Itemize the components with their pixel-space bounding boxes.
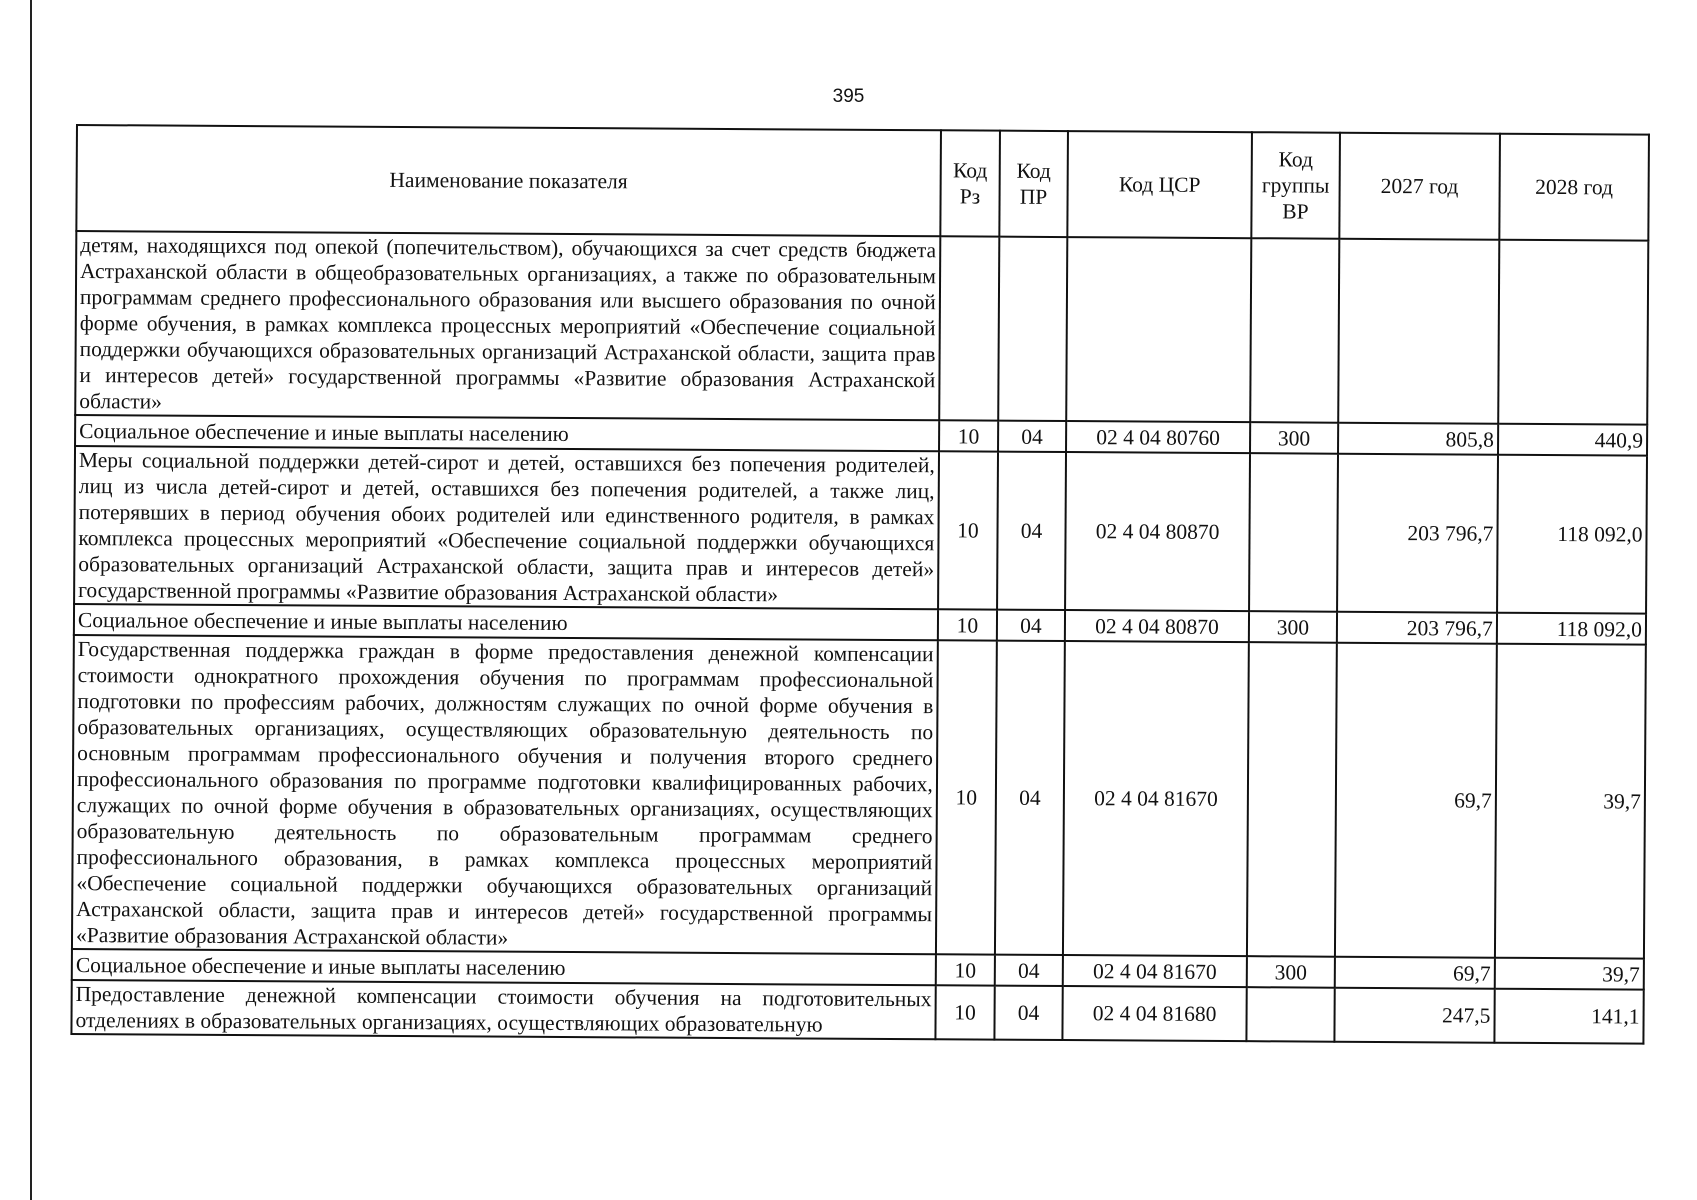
row-2028: 141,1 [1494,989,1643,1044]
row-rz: 10 [938,609,997,640]
row-csr: 02 4 04 81670 [1063,641,1249,956]
row-2028: 118 092,0 [1497,455,1647,614]
row-2027: 203 796,7 [1337,454,1498,613]
row-csr: 02 4 04 80870 [1065,610,1249,642]
row-vr [1247,642,1337,957]
header-vr [1251,132,1339,239]
header-csr: Код ЦСР [1067,131,1252,238]
row-name: Социальное обеспечение и иные выплаты населению [72,949,936,985]
header-vr-line-2: группы [1261,173,1330,198]
row-rz: 10 [939,420,998,451]
row-2027: 203 796,7 [1337,612,1497,644]
row-name: Государственная поддержка граждан в форме предоставления денежной компенсации стоимости однократного прохождения обучения по программам профессиональной подготовки по профессиям рабочих, должностям служащих по очной форме обучения в образовательных организациях, осуществляющих образовательную деятельность по основным программам профессионального обучения и получения второго среднего профессионального образования по программе подготовки квалифицированных рабочих, служащих по очной форме обучения в образовательных организациях, осуществляющих образовательную деятельность по образовательным программам среднего профессионального образования, в рамках комплекса процессных мероприятий «Обеспечение социальной поддержки обучающихся образовательных организаций Астраханской области, защита прав и интересов детей» государственной программы «Развитие образования Астраханской области» [72,635,938,954]
header-pr [999,131,1068,237]
header-rz [940,130,1000,236]
row-pr: 04 [995,955,1063,986]
row-csr: 02 4 04 81680 [1062,986,1246,1041]
row-2027 [1338,239,1499,424]
header-name: Наименование показателя [76,125,940,236]
row-name: Меры социальной поддержки детей-сирот и детей, оставшихся без попечения родителей, лиц из числа детей-сирот и детей, оставшихся без попечения родителей, а также лиц, потерявших в период обучения обоих родителей или единственного родителя, в рамках комплекса процессных мероприятий «Обеспечение социальной поддержки обучающихся образовательных организаций Астраханской области, защита прав и интересов детей» государственной программы «Развитие образования Астраханской области» [74,446,939,609]
row-pr: 04 [997,452,1066,610]
header-pr-line-1: Код [1016,158,1051,183]
page-number: 395 [832,86,865,107]
budget-table [70,124,1650,1045]
table-row [75,231,1648,425]
row-2027: 69,7 [1335,957,1495,989]
row-name: Предоставление денежной компенсации стоимости обучения на подготовительных отделениях в образовательных организациях, осуществляющих образовательную [71,980,935,1039]
row-vr: 300 [1249,611,1337,643]
header-rz-line-2: Рз [959,184,981,209]
header-2027: 2027 год [1339,133,1500,240]
row-rz: 10 [936,954,995,985]
header-vr-line-1: Код [1278,147,1314,172]
row-csr [1066,237,1251,422]
row-vr: 300 [1247,956,1335,988]
table-header-row [76,125,1649,241]
table-row [72,635,1646,959]
row-2028: 440,9 [1498,424,1647,456]
row-rz: 10 [936,640,997,954]
row-rz [939,236,999,420]
row-vr [1249,453,1338,612]
row-name: Социальное обеспечение и иные выплаты населению [74,604,938,640]
row-pr: 04 [995,641,1065,955]
left-margin-rule [30,0,32,1200]
row-rz: 10 [935,985,995,1039]
row-pr: 04 [998,421,1066,452]
row-name: Социальное обеспечение и иные выплаты населению [75,415,939,451]
row-2027: 805,8 [1338,423,1498,455]
header-rz-line-1: Код [952,158,988,183]
row-2027: 247,5 [1334,988,1494,1043]
row-2028: 39,7 [1495,644,1646,959]
row-pr: 04 [994,986,1062,1040]
row-pr [998,237,1067,421]
row-vr [1247,987,1335,1042]
row-vr [1250,238,1339,423]
header-pr-line-2: ПР [1019,184,1048,209]
row-csr: 02 4 04 80870 [1065,452,1250,611]
table-row [74,446,1647,614]
row-2027: 69,7 [1335,643,1497,958]
row-csr: 02 4 04 80760 [1066,421,1250,453]
row-2028 [1498,240,1648,425]
row-name: детям, находящихся под опекой (попечительством), обучающихся за счет средств бюджета Астраханской области в общеобразовательных организациях, а также по образовательным программам среднего профессионального образования или высшего образования по очной форме обучения, в рамках комплекса процессных мероприятий «Обеспечение социальной поддержки обучающихся образовательных организаций Астраханской области, защита прав и интересов детей» государственной программы «Развитие образования Астраханской области» [75,231,940,420]
row-2028: 118 092,0 [1497,613,1646,645]
header-vr-line-3: ВР [1282,199,1309,224]
row-csr: 02 4 04 81670 [1063,955,1247,987]
row-pr: 04 [997,610,1065,641]
header-2028: 2028 год [1499,134,1649,241]
row-vr: 300 [1250,422,1338,454]
row-rz: 10 [938,451,998,609]
table-row [71,980,1643,1044]
row-2028: 39,7 [1495,958,1644,990]
